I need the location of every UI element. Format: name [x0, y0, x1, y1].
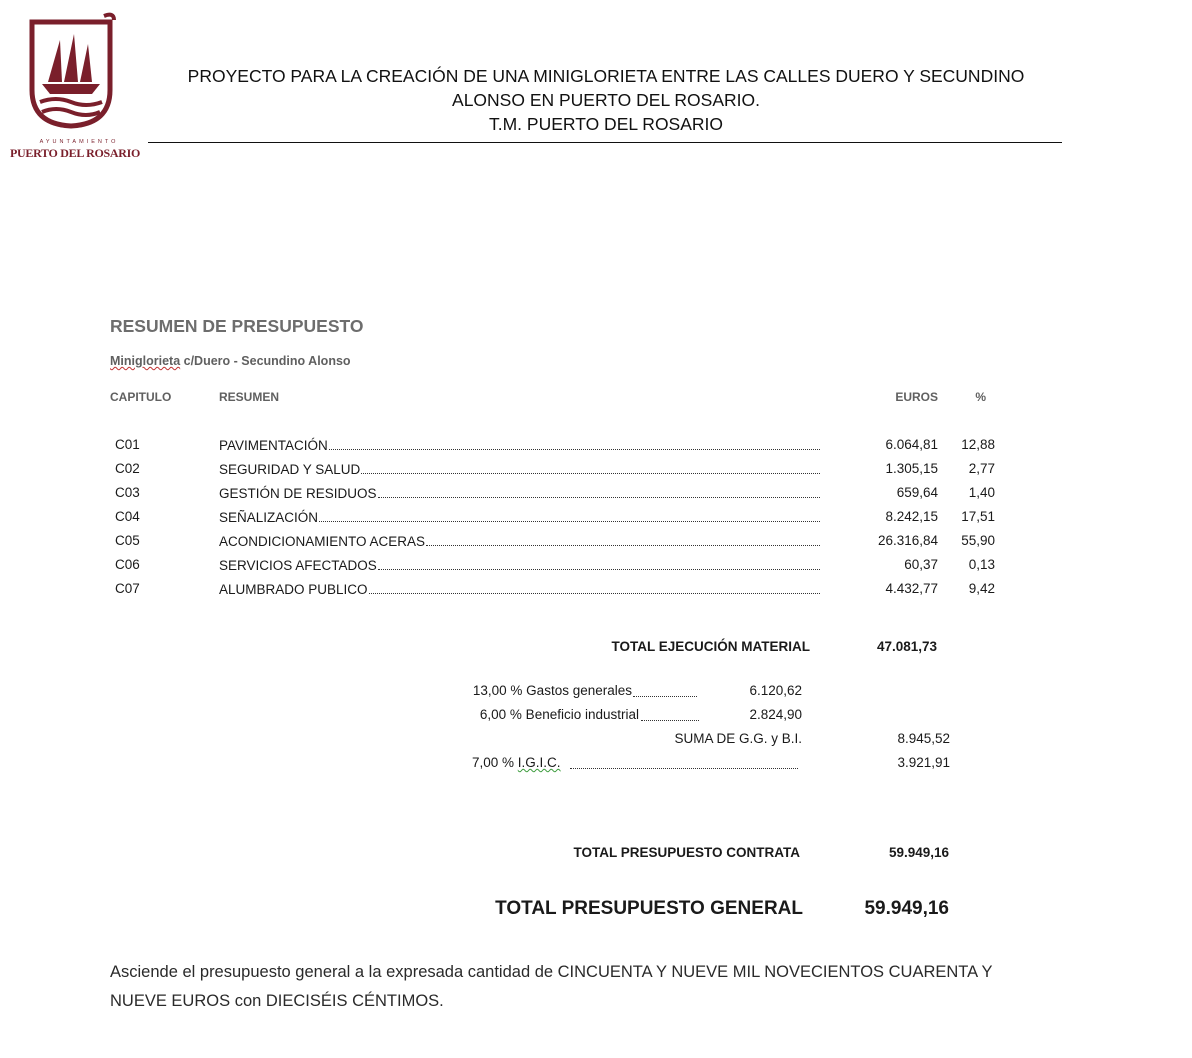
header-line-3: T.M. PUERTO DEL ROSARIO: [488, 114, 724, 134]
row-code: C05: [115, 533, 140, 548]
dot-leader: [369, 581, 820, 594]
header-line-2: ALONSO EN PUERTO DEL ROSARIO.: [452, 90, 760, 110]
row-euros: 60,37: [904, 557, 938, 572]
row-percent: 2,77: [968, 461, 995, 476]
row-label: ALUMBRADO PUBLICO: [219, 582, 368, 597]
table-row: [0, 581, 1192, 603]
column-header-pct: %: [975, 390, 986, 404]
logo-bottom-text: PUERTO DEL ROSARIO: [10, 146, 140, 160]
ship-crest-icon: [26, 12, 116, 130]
igic-label: [472, 755, 561, 770]
total-material-value: 47.081,73: [876, 639, 937, 654]
row-description: [219, 533, 820, 549]
row-percent: 55,90: [961, 533, 995, 548]
suma-gg-bi-value: 8.945,52: [897, 731, 950, 746]
row-percent: 12,88: [961, 437, 995, 452]
igic-abbr: I.G.I.C.: [517, 755, 561, 770]
row-percent: 17,51: [961, 509, 995, 524]
total-contrata-value: 59.949,16: [888, 845, 949, 860]
table-row: [0, 509, 1192, 531]
table-row: [0, 437, 1192, 459]
row-description: [219, 461, 820, 477]
table-row: [0, 461, 1192, 483]
subtitle-rest: c/Duero - Secundino Alonso: [180, 354, 351, 368]
dot-leader: [361, 461, 820, 474]
row-euros: 659,64: [896, 485, 938, 500]
table-row: [0, 557, 1192, 579]
table-row: [0, 485, 1192, 507]
row-euros: 8.242,15: [885, 509, 938, 524]
header-line-1: PROYECTO PARA LA CREACIÓN DE UNA MINIGLORIETA ENTRE LAS CALLES DUERO Y SECUNDINO: [187, 66, 1025, 86]
row-euros: 26.316,84: [877, 533, 938, 548]
closing-statement: [110, 958, 1070, 1016]
column-header-euros: EUROS: [895, 390, 938, 404]
logo-top-text: AYUNTAMIENTO: [39, 139, 119, 145]
row-label: SERVICIOS AFECTADOS: [219, 558, 377, 573]
row-label: PAVIMENTACIÓN: [219, 438, 328, 453]
row-label: SEÑALIZACIÓN: [219, 510, 319, 525]
row-code: C03: [115, 485, 140, 500]
dot-leader: [378, 485, 820, 498]
dot-leader: [570, 767, 798, 769]
row-description: [219, 485, 820, 501]
table-row: [0, 533, 1192, 555]
beneficio-industrial-label: 6,00 % Beneficio industrial: [479, 707, 639, 722]
row-euros: 1.305,15: [885, 461, 938, 476]
closing-line-1: Asciende el presupuesto general a la expresada cantidad de CINCUENTA Y NUEVE MIL NOVECIENTOS CUARENTA Y: [110, 963, 993, 981]
row-euros: 6.064,81: [885, 437, 938, 452]
row-percent: 9,42: [968, 581, 995, 596]
summary-title: RESUMEN DE PRESUPUESTO: [110, 316, 364, 336]
suma-gg-bi-label: SUMA DE G.G. y B.I.: [674, 731, 802, 746]
header-rule: [148, 142, 1062, 143]
row-description: [219, 437, 820, 453]
document-header: [150, 64, 1062, 136]
summary-subtitle: [110, 354, 351, 368]
row-percent: 1,40: [968, 485, 995, 500]
row-description: [219, 509, 820, 525]
row-code: C01: [115, 437, 140, 452]
row-code: C04: [115, 509, 140, 524]
row-description: [219, 557, 820, 573]
column-header-resumen: RESUMEN: [219, 390, 280, 404]
dot-leader: [641, 719, 699, 721]
row-label: ACONDICIONAMIENTO ACERAS: [219, 534, 426, 549]
total-contrata-label: TOTAL PRESUPUESTO CONTRATA: [573, 845, 800, 860]
dot-leader: [319, 509, 820, 522]
row-code: C02: [115, 461, 140, 476]
total-general-label: TOTAL PRESUPUESTO GENERAL: [495, 898, 803, 919]
gastos-generales-label: 13,00 % Gastos generales: [472, 683, 632, 698]
subtitle-word: Miniglorieta: [110, 354, 181, 368]
closing-line-2: NUEVE EUROS con DIECISÉIS CÉNTIMOS.: [110, 992, 444, 1010]
dot-leader: [378, 557, 820, 570]
igic-prefix: 7,00 %: [472, 755, 518, 770]
total-general-value: 59.949,16: [864, 898, 949, 919]
row-euros: 4.432,77: [885, 581, 938, 596]
gastos-generales-value: 6.120,62: [749, 683, 802, 698]
column-header-capitulo: CAPITULO: [110, 390, 172, 404]
row-label: SEGURIDAD Y SALUD: [219, 462, 361, 477]
beneficio-industrial-value: 2.824,90: [749, 707, 802, 722]
dot-leader: [329, 437, 820, 450]
municipal-logo: [8, 12, 138, 162]
total-material-label: TOTAL EJECUCIÓN MATERIAL: [611, 639, 810, 654]
dot-leader: [426, 533, 820, 546]
row-percent: 0,13: [968, 557, 995, 572]
dot-leader: [633, 695, 697, 697]
row-code: C06: [115, 557, 140, 572]
row-description: [219, 581, 820, 597]
igic-value: 3.921,91: [897, 755, 950, 770]
row-code: C07: [115, 581, 140, 596]
row-label: GESTIÓN DE RESIDUOS: [219, 486, 377, 501]
